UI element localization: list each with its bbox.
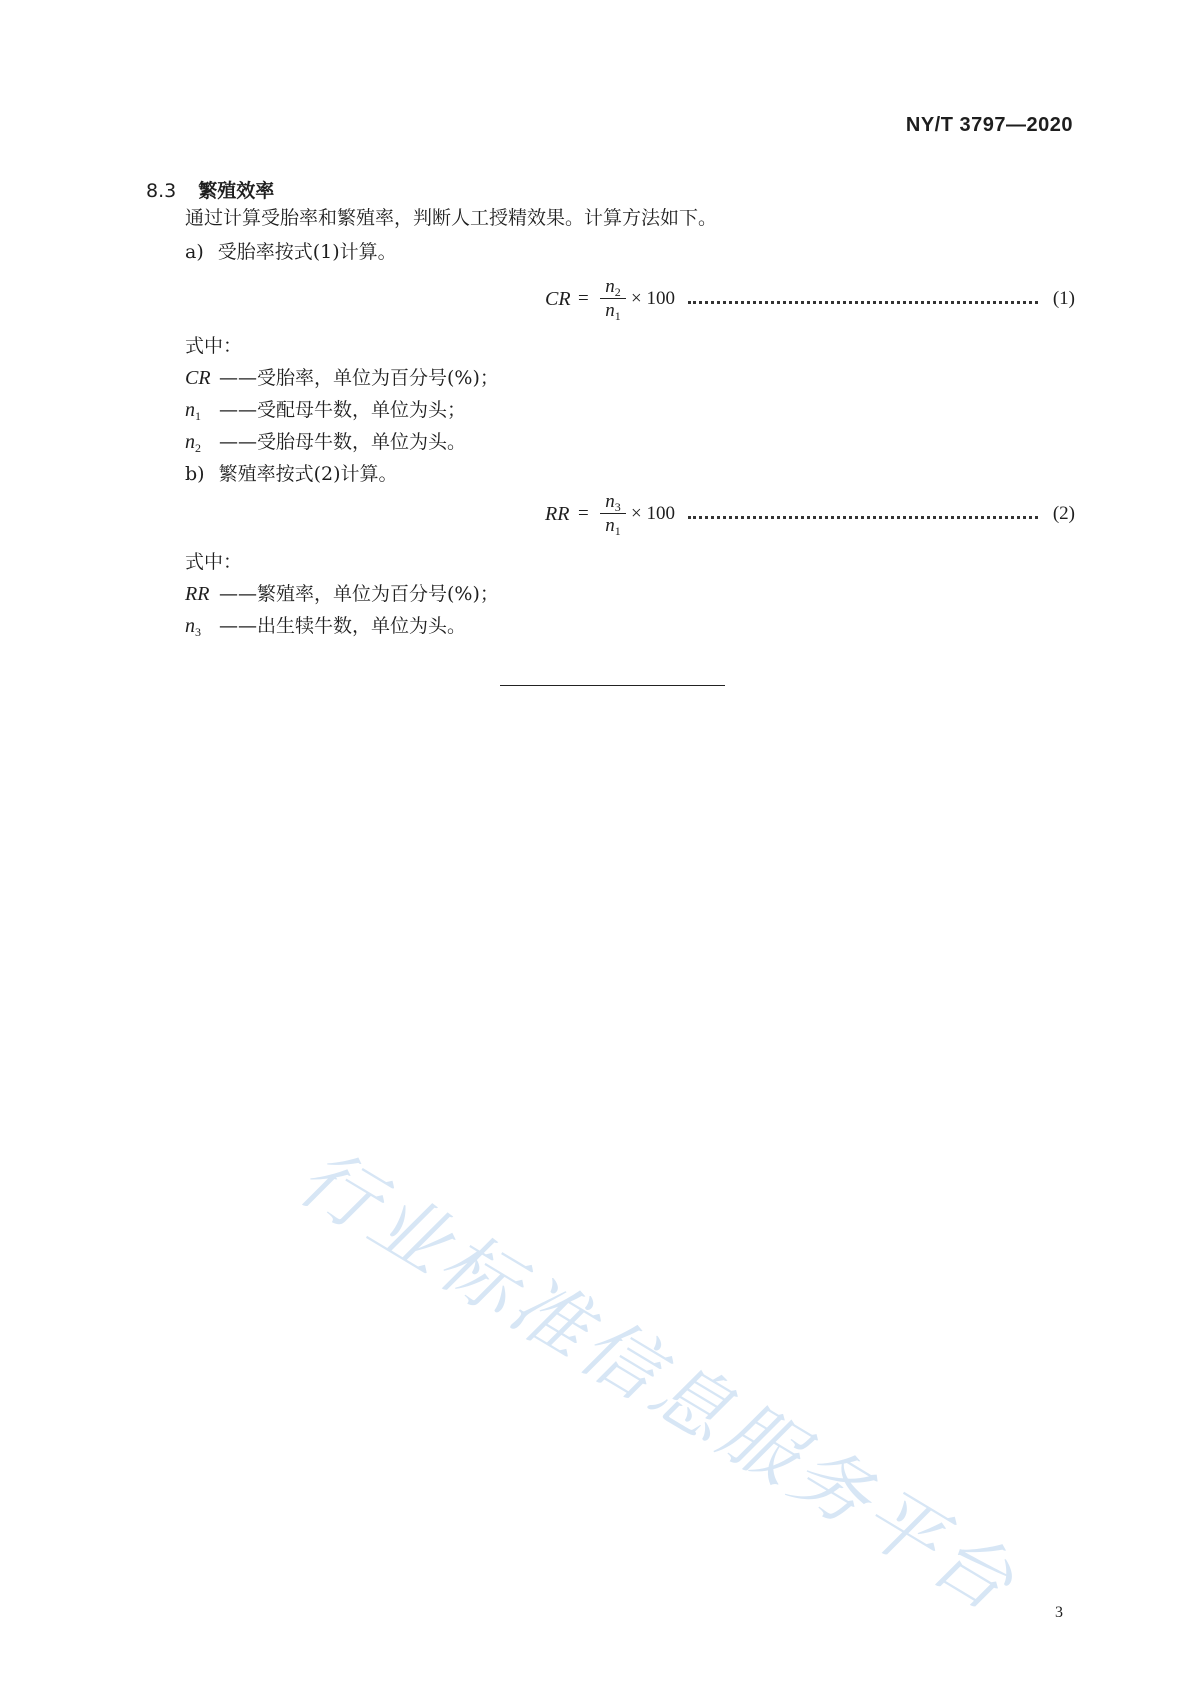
list-item-b bbox=[185, 462, 398, 486]
formula-2-number: (2) bbox=[1052, 503, 1075, 524]
formula-2-numerator: $n_3$ bbox=[605, 491, 621, 514]
formula-1-number: (1) bbox=[1052, 288, 1075, 309]
formula-1-lhs: CR bbox=[545, 288, 571, 310]
definition-n3: $n_3$ ——出生犊牛数，单位为头。 bbox=[185, 615, 467, 639]
formula-2 bbox=[545, 491, 1075, 541]
formula-1-equals: = bbox=[578, 288, 589, 309]
formula-1-fraction bbox=[599, 276, 627, 321]
formula-1-multiplier: × 100 bbox=[631, 288, 675, 309]
formula-2-leader-dots bbox=[688, 516, 1038, 519]
formula-2-multiplier: × 100 bbox=[631, 503, 675, 524]
page-number: 3 bbox=[1055, 1604, 1063, 1621]
intro-paragraph: 通过计算受胎率和繁殖率，判断人工授精效果。计算方法如下。 bbox=[185, 207, 718, 229]
section-title: 繁殖效率 bbox=[198, 180, 275, 202]
formula-1-leader-dots bbox=[688, 301, 1038, 304]
formula-1-denominator: $n_1$ bbox=[605, 300, 621, 323]
where-label-2: 式中： bbox=[185, 551, 243, 573]
definition-n2: $n_2$ ——受胎母牛数，单位为头。 bbox=[185, 431, 467, 455]
section-number: 8.3 bbox=[146, 180, 177, 202]
formula-2-equals: = bbox=[578, 503, 589, 524]
end-rule bbox=[500, 685, 725, 686]
where-label-1: 式中： bbox=[185, 335, 243, 357]
watermark: 行业标准信息服务平台 bbox=[283, 1131, 1033, 1631]
definition-n1: $n_1$ ——受配母牛数，单位为头； bbox=[185, 399, 467, 423]
formula-2-fraction bbox=[599, 491, 627, 536]
list-item-b-text: 繁殖率按式(2)计算。 bbox=[218, 463, 398, 485]
list-item-b-label: b) bbox=[185, 463, 205, 485]
formula-2-lhs: RR bbox=[545, 503, 570, 525]
list-item-a bbox=[185, 240, 397, 264]
list-item-a-label: a) bbox=[185, 241, 204, 263]
list-item-a-text: 受胎率按式(1)计算。 bbox=[217, 241, 397, 263]
formula-1-numerator: $n_2$ bbox=[605, 276, 621, 299]
definition-rr: RR ——繁殖率，单位为百分号(%)； bbox=[185, 583, 499, 605]
section-heading bbox=[146, 176, 274, 203]
formula-1 bbox=[545, 276, 1075, 326]
definition-cr: CR ——受胎率，单位为百分号(%)； bbox=[185, 367, 499, 389]
standard-code: NY/T 3797—2020 bbox=[905, 114, 1073, 136]
formula-2-denominator: $n_1$ bbox=[605, 515, 621, 538]
